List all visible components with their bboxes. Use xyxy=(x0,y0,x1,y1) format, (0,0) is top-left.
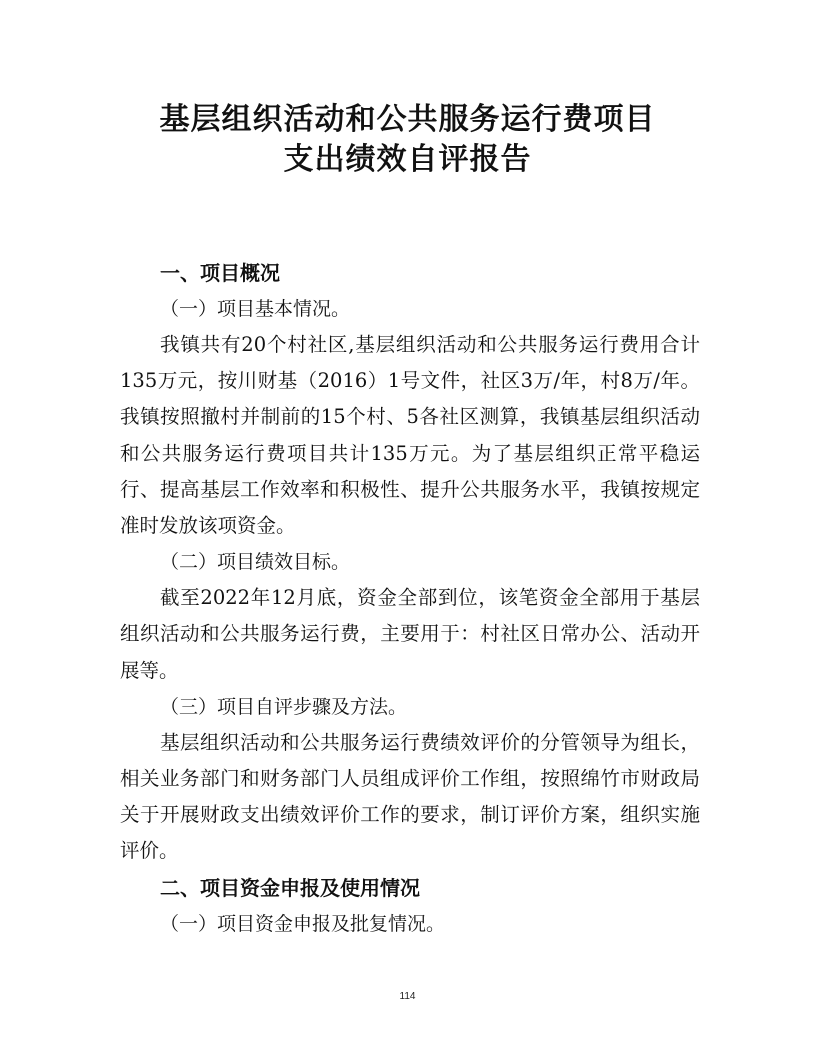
document-title-line-1: 基层组织活动和公共服务运行费项目 xyxy=(159,102,656,137)
subsection-heading-basic-info: （一）项目基本情况。 xyxy=(160,298,351,320)
section-heading-project-overview: 一、项目概况 xyxy=(160,261,280,285)
paragraph-evaluation-method: 基层组织活动和公共服务运行费绩效评价的分管领导为组长，相关业务部门和财务部门人员组成评价工作组，按照绵竹市财政局关于开展财政支出绩效评价工作的要求，制订评价方案，组织实施评价。 xyxy=(120,730,700,863)
page-number: 114 xyxy=(399,991,416,1002)
subsection-heading-fund-approval: （一）项目资金申报及批复情况。 xyxy=(160,912,446,935)
subsection-heading-performance-goals: （二）项目绩效目标。 xyxy=(160,551,351,574)
paragraph-basic-info: 我镇共有20个村社区,基层组织活动和公共服务运行费用合计135万元，按川财基（2016）1号文件，社区3万/年，村8万/年。我镇按照撤村并制前的15个村、5各社区测算，我镇基层组织活动和公共服务运行费项目共计135万元。为了基层组织正常平稳运行、提高基层工作效率和积极性、提升公共服务水平，我镇按规定准时发放该项资金。 xyxy=(120,333,700,538)
paragraph-performance-goals: 截至2022年12月底，资金全部到位，该笔资金全部用于基层组织活动和公共服务运行费，主要用于：村社区日常办公、活动开展等。 xyxy=(120,586,700,682)
document-title-line-2: 支出绩效自评报告 xyxy=(283,142,532,177)
section-heading-fund-application: 二、项目资金申报及使用情况 xyxy=(160,875,420,900)
document-body xyxy=(120,255,700,942)
subsection-heading-evaluation-method: （三）项目自评步骤及方法。 xyxy=(160,695,408,718)
